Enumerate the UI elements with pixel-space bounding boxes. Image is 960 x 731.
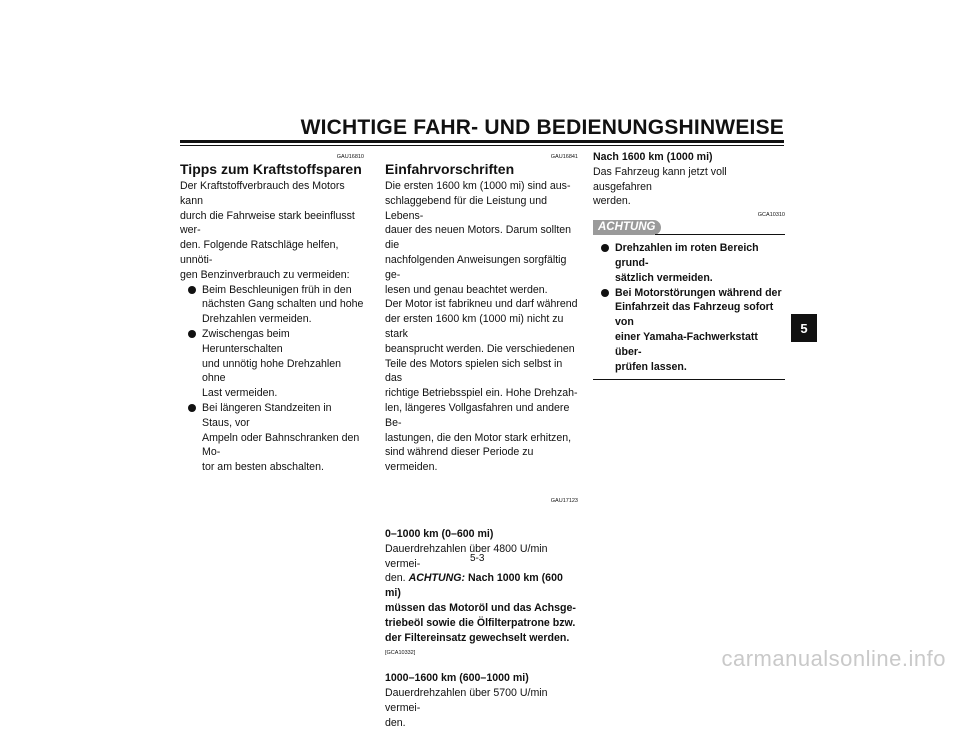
section-heading: Tipps zum Kraftstoffsparen — [180, 161, 362, 177]
bullet-icon — [188, 404, 196, 412]
page-title: WICHTIGE FAHR- UND BEDIENUNGSHINWEISE — [300, 116, 784, 139]
stage-2-text: Dauerdrehzahlen über 5700 U/min vermei- den. — [385, 687, 548, 729]
intro-paragraph: Der Kraftstoffverbrauch des Motors kann durch die Fahrweise stark beeinflusst wer- den. Folgende Ratschläge helfen, unnöti- gen Benzinverbrauch zu vermeiden: — [180, 180, 355, 281]
bullet-icon — [601, 244, 609, 252]
fuel-saving-section — [180, 150, 364, 475]
caution-badge: ACHTUNG — [593, 220, 661, 235]
bullet-icon — [601, 289, 609, 297]
list-item: Beim Beschleunigen früh in den nächsten Gang schalten und hohe Drehzahlen vermeiden. — [180, 283, 364, 327]
list-item: Bei Motorstörungen während der Einfahrzeit das Fahrzeug sofort von einer Yamaha-Fachwerkstatt über- prüfen lassen. — [593, 286, 785, 375]
chapter-tab: 5 — [791, 314, 817, 342]
section-code: GAU17123 — [550, 497, 578, 504]
page-number: 5-3 — [470, 553, 485, 564]
list-item: Drehzahlen im roten Bereich grund- sätzlich vermeiden. — [593, 241, 785, 285]
break-in-section — [385, 150, 578, 731]
break-in-paragraph-1: Die ersten 1600 km (1000 mi) sind aus- schlaggebend für die Leistung und Lebens- dauer des neuen Motors. Darum sollten die nachfolgenden Anweisungen sorgfältig ge- lesen und genau beachtet werden. — [385, 180, 572, 296]
section-code: GAU16810 — [336, 154, 364, 160]
watermark: carmanualsonline.info — [721, 646, 946, 671]
stage-3-text: Das Fahrzeug kann jetzt voll ausgefahren werden. — [593, 165, 727, 208]
title-rule-thin — [180, 145, 784, 146]
stage-1-heading: 0–1000 km (0–600 mi) — [385, 527, 494, 540]
caution-header — [593, 220, 785, 237]
stage-2-heading: 1000–1600 km (600–1000 mi) — [385, 672, 529, 685]
title-rule — [180, 140, 784, 143]
tips-list — [180, 283, 364, 475]
list-item: Bei längeren Standzeiten in Staus, vor Ampeln oder Bahnschranken den Mo- tor am besten abschalten. — [180, 401, 364, 475]
stage-1-text: Dauerdrehzahlen über 4800 U/min vermei- den. ACHTUNG: Nach 1000 km (600 mi) müssen das Motoröl und das Achsge- triebeöl sowie die Ölfilterpatrone bzw. der Filtereinsatz gewechselt werden. — [385, 542, 576, 644]
section-code: GAU16841 — [550, 154, 578, 160]
caution-bottom-rule — [593, 379, 785, 380]
bullet-icon — [188, 286, 196, 294]
caution-rule — [655, 234, 785, 235]
after-break-in-section — [593, 150, 785, 380]
caution-code: GCA10310 — [757, 212, 785, 219]
list-item: Zwischengas beim Herunterschalten und unnötig hohe Drehzahlen ohne Last vermeiden. — [180, 327, 364, 401]
stage-3-heading: Nach 1600 km (1000 mi) — [593, 151, 713, 163]
break-in-paragraph-2: Der Motor ist fabrikneu und darf während der ersten 1600 km (1000 mi) nicht zu stark beansprucht werden. Die verschiedenen Teile des Motors spielen sich selbst in das richtige Betriebsspiel ein. Hohe Drehzah- len, längeres Vollgasfahren und andere Be- lastungen, die den Motor stark erhitzen, sind während dieser Periode zu vermeiden. — [385, 298, 578, 474]
bullet-icon — [188, 330, 196, 338]
achtung-label: ACHTUNG: — [408, 572, 466, 585]
caution-list — [593, 241, 785, 374]
caution-code: [GCA10332] — [385, 650, 416, 657]
section-heading: Einfahrvorschriften — [385, 161, 515, 177]
